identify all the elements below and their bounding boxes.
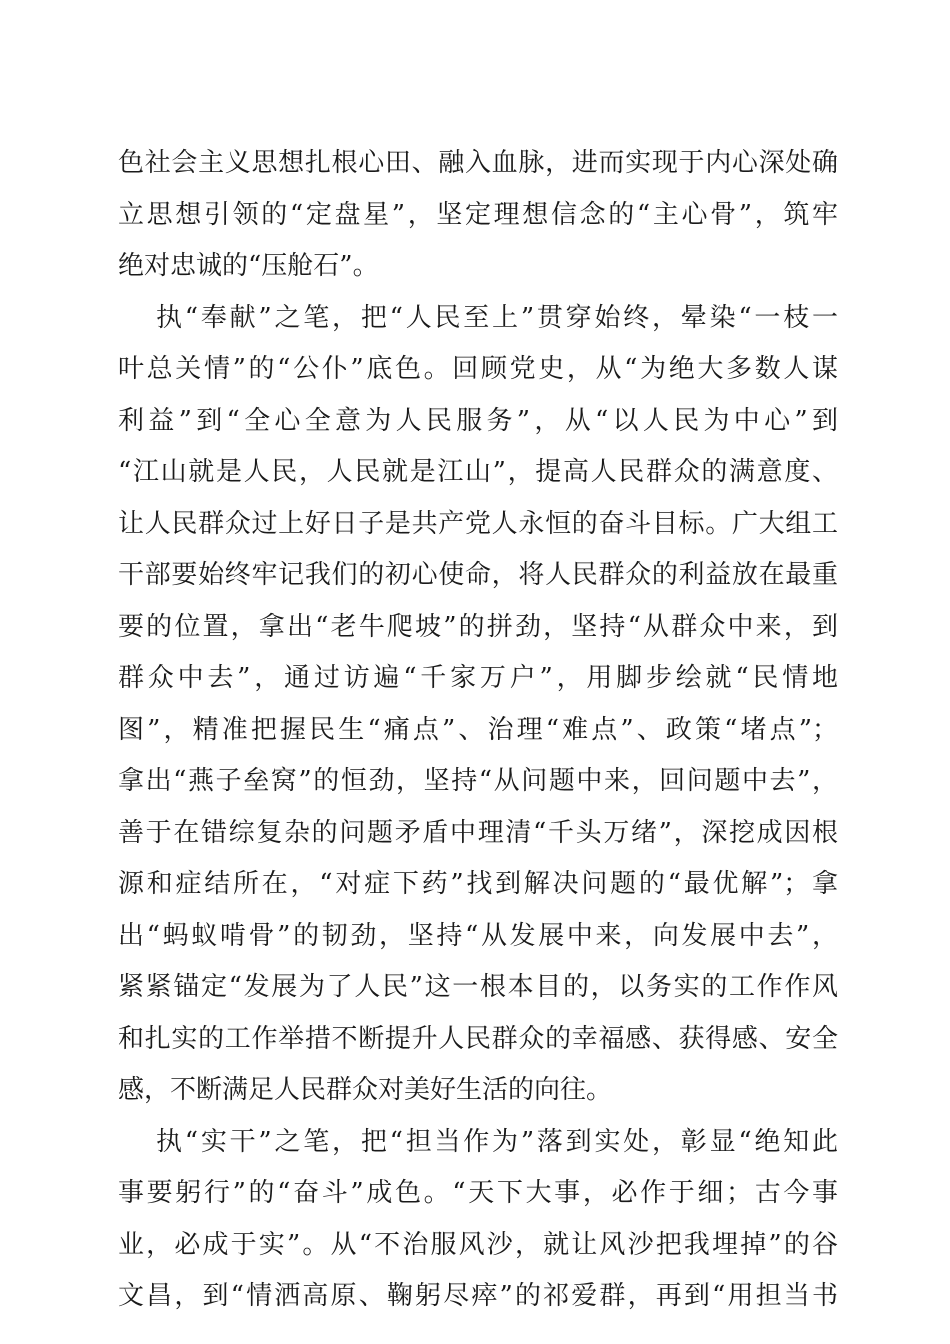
text-line: 感，不断满足人民群众对美好生活的向往。 (118, 1075, 613, 1105)
text-line: 事要躬行”的“奋斗”成色。“天下大事，必作于细；古今事 (118, 1178, 838, 1208)
body-text (118, 138, 838, 1323)
paragraph-start-line: 执“实干”之笔，把“担当作为”落到实处，彰显“绝知此 (156, 1126, 838, 1157)
text-line: 图”，精准把握民生“痛点”、治理“难点”、政策“堵点”； (118, 714, 838, 745)
text-line: 拿出“燕子垒窝”的恒劲，坚持“从问题中来，回问题中去”， (118, 766, 838, 796)
text-line: 和扎实的工作举措不断提升人民群众的幸福感、获得感、安全 (118, 1023, 838, 1054)
text-line: 出“蚂蚁啃骨”的韧劲，坚持“从发展中来，向发展中去”， (118, 920, 838, 951)
text-line: 立思想引领的“定盘星”，坚定理想信念的“主心骨”，筑牢 (118, 199, 838, 230)
text-line: 善于在错综复杂的问题矛盾中理清“千头万绪”，深挖成因根 (118, 817, 838, 848)
text-line: 源和症结所在，“对症下药”找到解决问题的“最优解”；拿 (118, 869, 838, 899)
text-line: 让人民群众过上好日子是共产党人永恒的奋斗目标。广大组工 (118, 508, 838, 539)
text-line: 绝对忠诚的“压舱石”。 (118, 251, 379, 281)
paragraph-start-line: 执“奉献”之笔，把“人民至上”贯穿始终，晕染“一枝一 (156, 302, 838, 333)
text-line: 干部要始终牢记我们的初心使命，将人民群众的利益放在最重 (118, 560, 838, 590)
text-line: 业，必成于实”。从“不治服风沙，就让风沙把我埋掉”的谷 (118, 1229, 838, 1260)
text-line: 叶总关情”的“公仆”底色。回顾党史，从“为绝大多数人谋 (118, 354, 838, 384)
text-line: 利益”到“全心全意为人民服务”，从“以人民为中心”到 (118, 405, 838, 436)
text-line: 文昌，到“情洒高原、鞠躬尽瘁”的祁爱群，再到“用担当书 (118, 1281, 838, 1311)
text-line: “江山就是人民，人民就是江山”，提高人民群众的满意度、 (118, 457, 838, 487)
text-line: 要的位置，拿出“老牛爬坡”的拼劲，坚持“从群众中来，到 (118, 611, 838, 642)
text-line: 群众中去”，通过访遍“千家万户”，用脚步绘就“民情地 (118, 663, 838, 693)
text-line: 色社会主义思想扎根心田、融入血脉，进而实现于内心深处确 (118, 148, 838, 178)
text-line: 紧紧锚定“发展为了人民”这一根本目的，以务实的工作作风 (118, 972, 838, 1002)
